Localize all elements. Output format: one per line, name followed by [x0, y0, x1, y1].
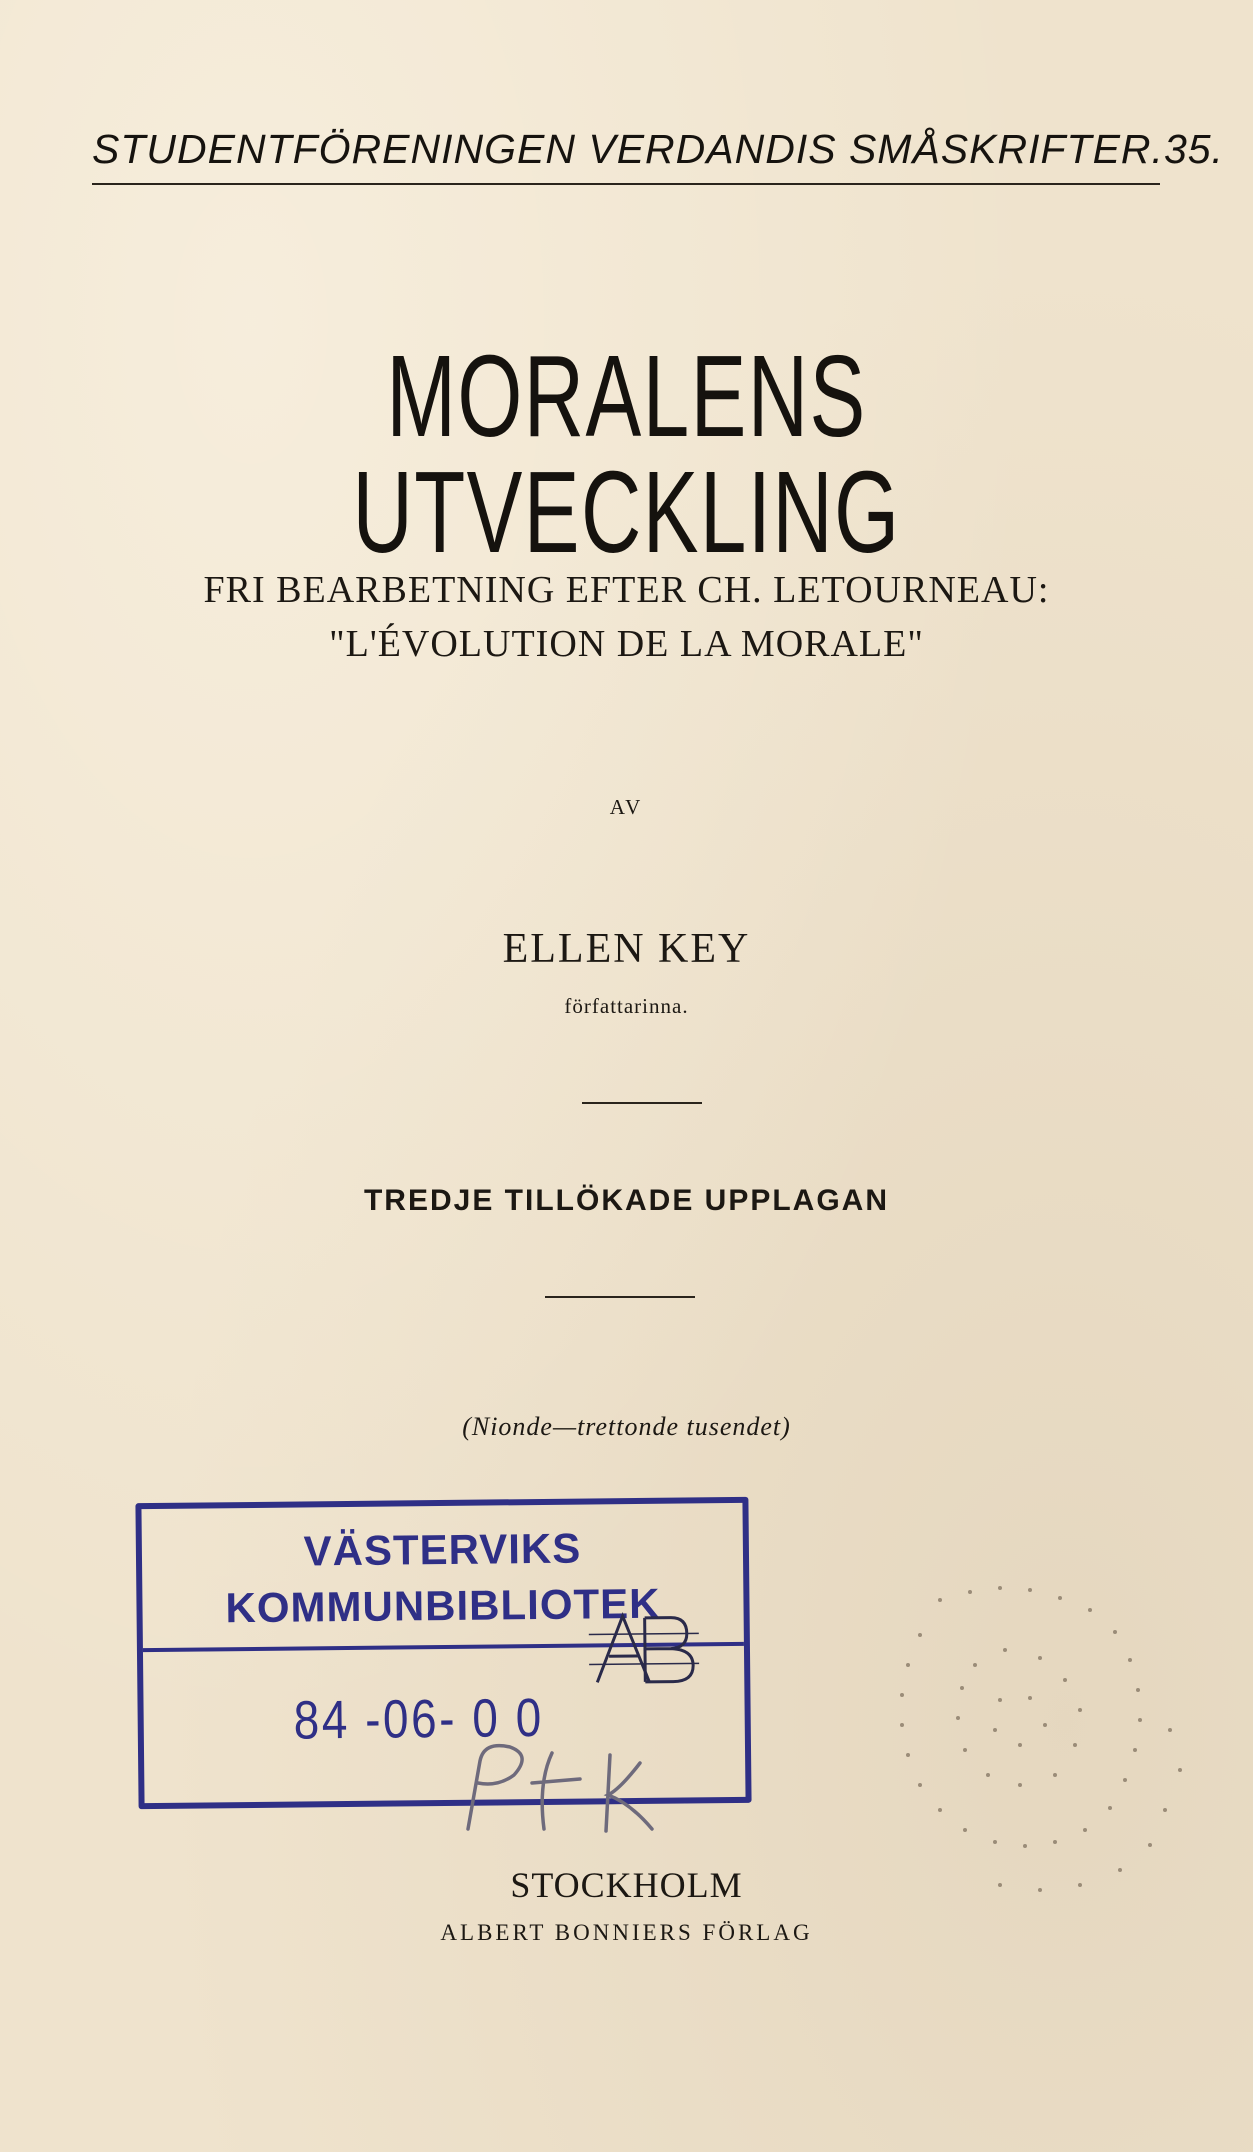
stamp-library-town: VÄSTERVIKS	[303, 1524, 582, 1575]
printing-note: (Nionde—trettonde tusendet)	[462, 1412, 791, 1441]
imprint-city: STOCKHOLM	[510, 1865, 743, 1905]
stamp-date: 84 -06- 0 0	[293, 1687, 545, 1751]
series-title: STUDENTFÖRENINGEN VERDANDIS SMÅSKRIFTER.	[92, 126, 1164, 172]
stamp-library-name: KOMMUNBIBLIOTEK	[225, 1579, 661, 1632]
book-title: MORALENS UTVECKLING	[352, 331, 901, 577]
divider-rule-1	[582, 1102, 702, 1104]
perforation-dots-icon	[880, 1580, 1210, 1910]
author-name: ELLEN KEY	[502, 926, 751, 972]
divider-rule-2	[545, 1296, 695, 1298]
imprint-publisher: ALBERT BONNIERS FÖRLAG	[440, 1920, 813, 1945]
series-number: 35.	[1163, 126, 1224, 172]
edition-line: TREDJE TILLÖKADE UPPLAGAN	[363, 1184, 890, 1217]
byline-prefix: AV	[609, 795, 644, 819]
subtitle-line-1: FRI BEARBETNING EFTER CH. LETOURNEAU:	[203, 569, 1050, 611]
series-header	[92, 126, 1224, 185]
subtitle-line-2: "L'ÉVOLUTION DE LA MORALE"	[329, 623, 924, 665]
ab-monogram-icon	[583, 1603, 704, 1694]
handwritten-note-icon	[440, 1733, 700, 1843]
author-role: författarinna.	[564, 994, 689, 1018]
